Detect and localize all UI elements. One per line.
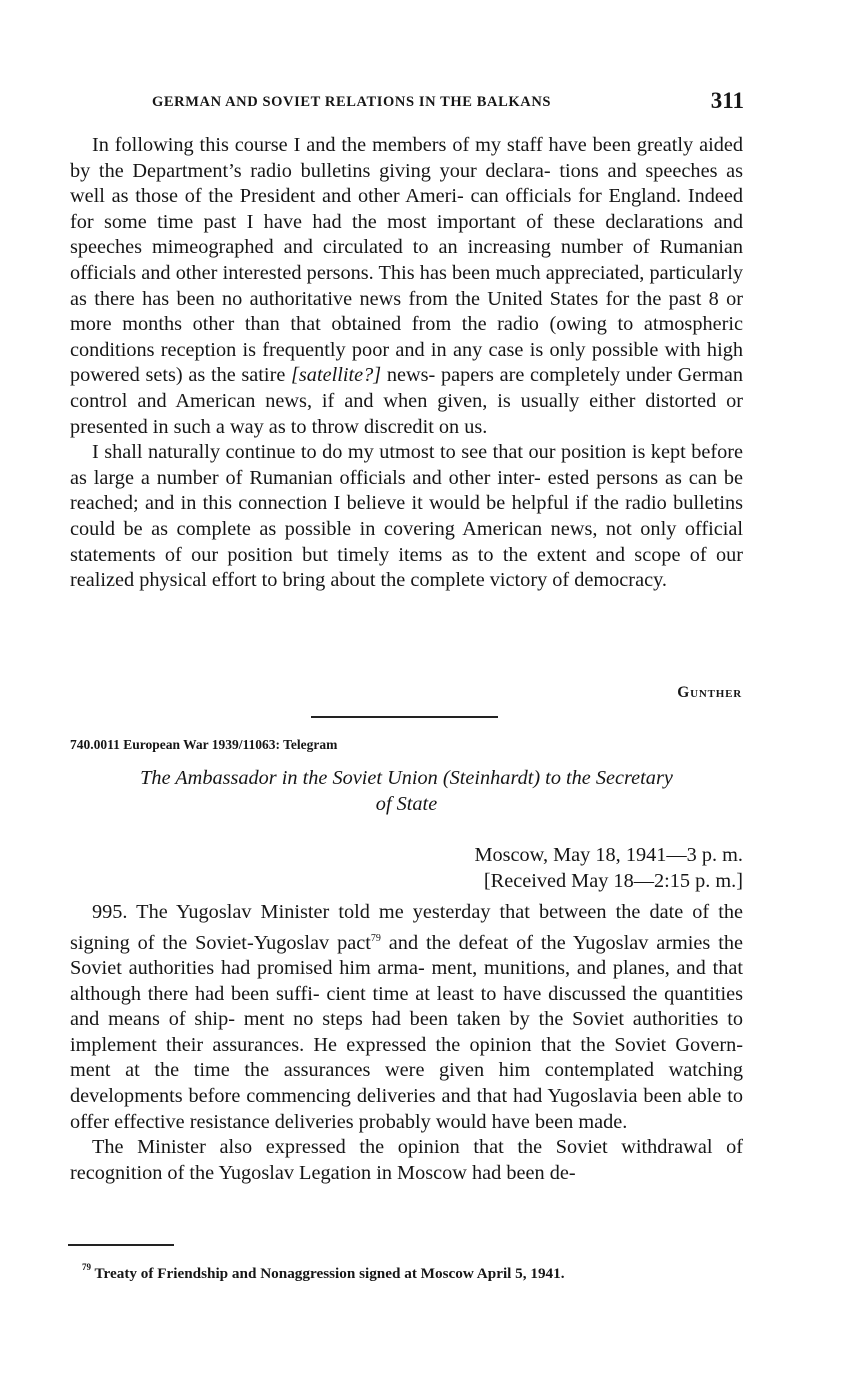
text-line: of recognition of the Yugoslav Legation in Moscow had been de-: [70, 1136, 743, 1184]
text-line: and the defeat of: [380, 931, 534, 954]
text-line: and when given, is usually either distorted or presented in such a: [70, 389, 743, 438]
section2-paragraph-1: [70, 900, 743, 1135]
text-line: papers are completely under German control and American news, if: [70, 364, 743, 412]
text-line: been able to offer effective resistance deliveries probably would have: [70, 1084, 744, 1133]
text-line: The Minister also expressed the opinion that the Soviet withdrawal: [92, 1136, 713, 1159]
text-line: their assurances. He expressed the opinion that the Soviet Govern-: [165, 1033, 743, 1056]
section-divider: [311, 716, 498, 718]
footnote-reference[interactable]: 79: [370, 932, 381, 944]
text-line: is kept before as large a number of Rumanian officials and other inter-: [70, 441, 743, 489]
text-line: developments before commencing deliveries and that had Yugoslavia: [70, 1084, 638, 1107]
text-line: tions and speeches as well as those of the President and other Ameri-: [70, 159, 744, 208]
text-line: ment at the time the assurances were given him contemplated watching: [70, 1059, 743, 1082]
dateline-received: [Received May 18—2:15 p. m.]: [483, 870, 743, 892]
page-number: 311: [710, 88, 744, 113]
text-line: effort to bring about the complete victory of democracy.: [211, 569, 667, 592]
text-line: ested persons as can be reached; and in this connection I believe it: [70, 466, 743, 515]
section1-body: [70, 133, 743, 594]
text-line: is only possible with high powered sets) as the satire: [70, 338, 743, 387]
text-line: 995. The Yugoslav Minister told me yesterday that between the: [92, 901, 641, 923]
section2-body: [70, 900, 743, 1186]
dateline: [474, 842, 743, 894]
text-line: way as to throw discredit on us.: [229, 415, 488, 438]
text-line: would be helpful if the radio bulletins could be as complete as possible: [70, 492, 743, 540]
text-line: I shall naturally continue to do my utmost to see that our position: [92, 441, 627, 464]
text-line: ment no steps had been taken by the Soviet authorities to implement: [70, 1008, 743, 1056]
signature: Gunther: [677, 684, 742, 701]
running-head: [68, 88, 744, 118]
text-line: there has been no authoritative news from the United States for the: [94, 287, 662, 310]
text-line: interested persons. This has been much appreciated, particularly as: [70, 261, 743, 310]
text-line: most important of these declarations and speeches mimeographed and: [70, 210, 743, 259]
section2-paragraph-2: [70, 1135, 743, 1186]
document-heading-line-1: The Ambassador in the Soviet Union (Steinhardt) to the Secretary: [140, 767, 673, 789]
text-line: cient time at least to have discussed the quantities and means of ship-: [70, 982, 743, 1031]
text-line: news-: [381, 364, 436, 387]
section1-paragraph-1: [70, 133, 743, 440]
text-line: can officials for England. Indeed for some time past I have had the: [70, 185, 743, 233]
text-line: circulated to an increasing number of Rumanian officials and other: [70, 236, 743, 284]
document-heading-line-2: of State: [375, 793, 438, 815]
text-line: In following this course I and the members of my staff have been: [92, 134, 631, 156]
footnote-text: Treaty of Friendship and Nonaggression signed at Moscow April 5, 1941.: [94, 1265, 565, 1283]
footnote: [82, 1264, 565, 1283]
text-line: ment, munitions, and planes, and that although there had been suffi-: [70, 956, 743, 1005]
text-line: to atmospheric conditions reception is frequently poor and in any case: [70, 313, 743, 361]
text-line: the Yugoslav armies the Soviet authorities had promised him arma-: [70, 931, 743, 979]
footnote-mark: 79: [82, 1262, 91, 1272]
editorial-insertion: [satellite?]: [291, 364, 382, 387]
document-reference: 740.0011 European War 1939/11063: Telegram: [70, 737, 338, 752]
text-line: but timely items as to the extent and scope of our realized physical: [70, 543, 743, 592]
text-line: past 8 or more months other than that obtained from the radio (owing: [70, 287, 743, 336]
text-line: date of the signing of the Soviet-Yugoslav pact: [70, 901, 744, 954]
text-line: been made.: [534, 1110, 628, 1133]
footnote-divider: [68, 1244, 174, 1246]
section1-paragraph-2: [70, 440, 743, 594]
dateline-sent: Moscow, May 18, 1941—3 p. m.: [474, 844, 743, 866]
text-line: in covering American news, not only official statements of our position: [70, 517, 744, 566]
running-title: GERMAN AND SOVIET RELATIONS IN THE BALKANS: [152, 94, 552, 110]
document-heading: [70, 765, 743, 817]
text-line: greatly aided by the Department’s radio bulletins giving your declara-: [70, 134, 743, 182]
